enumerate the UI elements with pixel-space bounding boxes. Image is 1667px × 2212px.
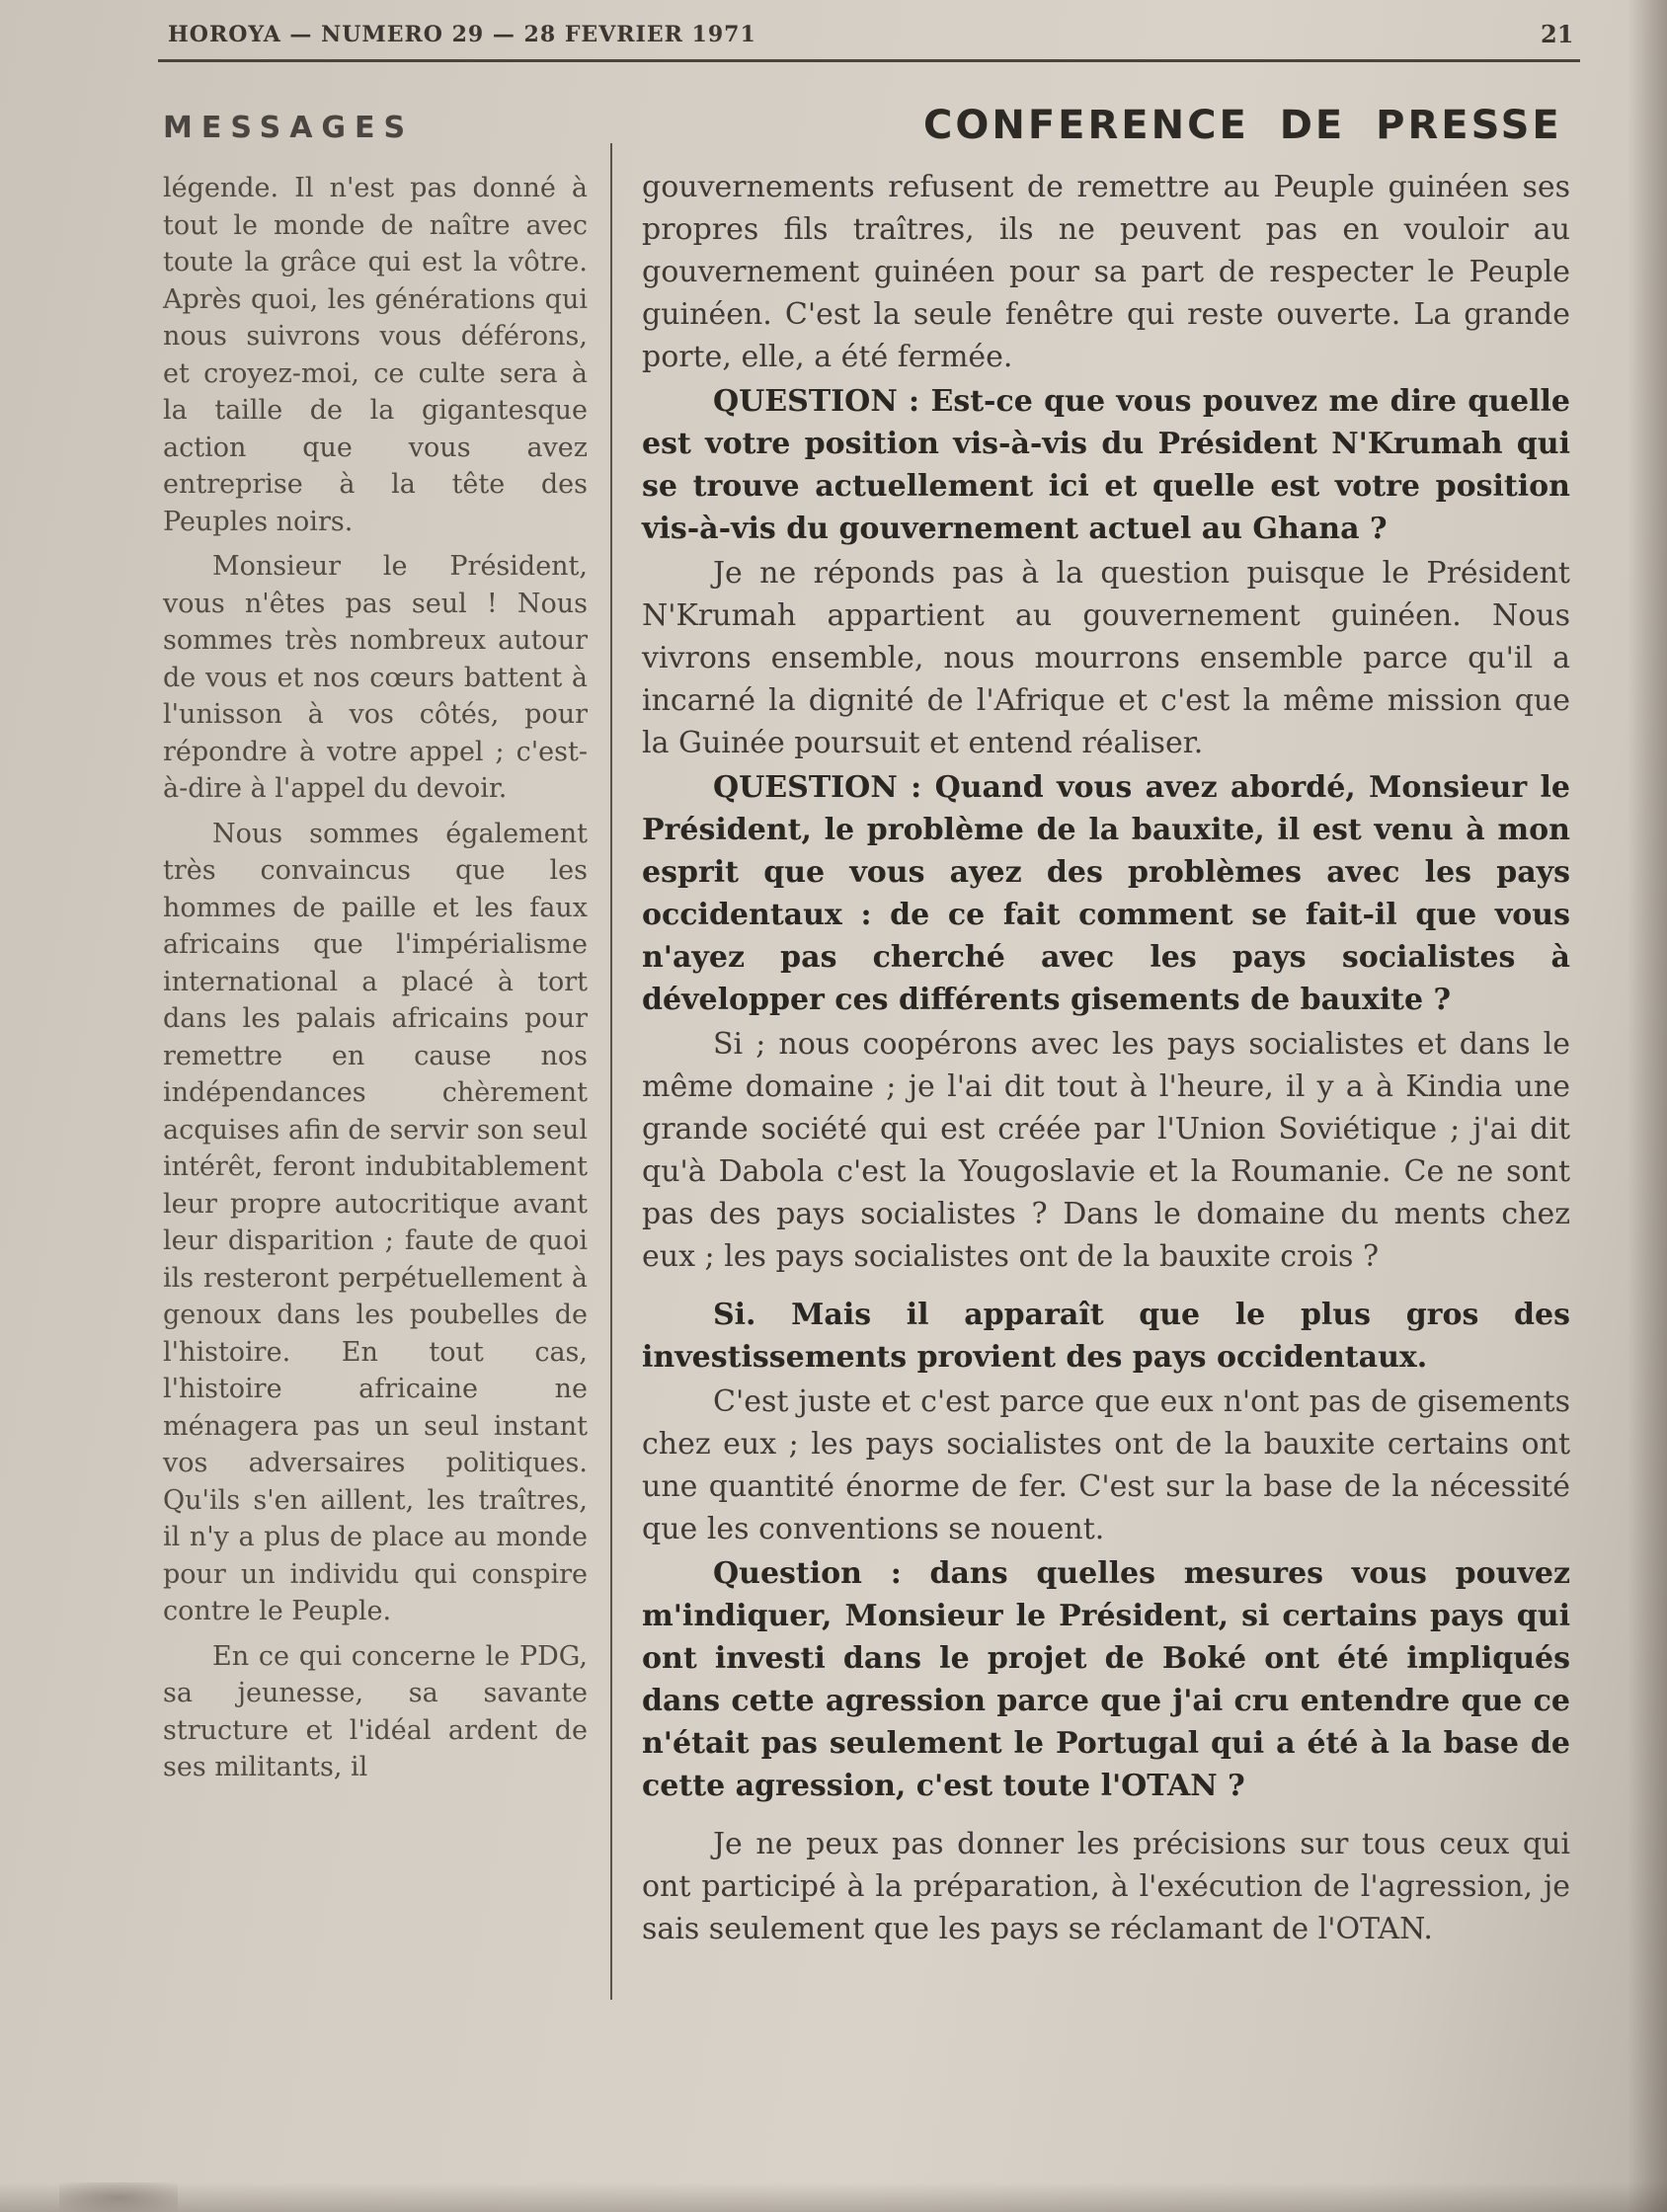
- messages-paragraph: En ce qui concerne le PDG, sa jeunesse, sa savante structure et l'idéal ardent de ses militants, il: [163, 1640, 588, 1782]
- question-paragraph: QUESTION : Est-ce que vous pouvez me dire quelle est votre position vis-à-vis du Président N'Krumah qui se trouve actuellement ici et quelle est votre position vis-à-vis du gouvernement actuel au Ghana ?: [642, 384, 1570, 546]
- press-conference-column: [642, 166, 1570, 1950]
- messages-column: [163, 170, 588, 1786]
- messages-paragraph: Monsieur le Président, vous n'êtes pas seul ! Nous sommes très nombreux autour de vous et nos cœurs battent à l'unisson à vos côtés, pour répondre à votre appel ; c'est-à-dire à l'appel du devoir.: [163, 551, 588, 804]
- answer-paragraph: Je ne peux pas donner les précisions sur tous ceux qui ont participé à la préparation, à l'exécution de l'agression, je sais seulement que les pays se réclamant de l'OTAN.: [642, 1827, 1570, 1946]
- page-number: 21: [1541, 20, 1574, 48]
- conference-heading: CONFERENCE DE PRESSE: [923, 103, 1562, 148]
- column-divider: [610, 143, 612, 2000]
- messages-paragraph: légende. Il n'est pas donné à tout le monde de naître avec toute la grâce qui est la vôtre. Après quoi, les générations qui nous suivrons vous déférons, et croyez-moi, ce culte sera à la taille de la gigantesque action que vous avez entreprise à la tête des Peuples noirs.: [163, 173, 588, 537]
- messages-heading: MESSAGES: [163, 111, 415, 145]
- messages-paragraph: Nous sommes également très convaincus que les hommes de paille et les faux africains que l'impérialisme international a placé à tort dans les palais africains pour remettre en cause nos indépendances chèrement acquises afin de servir son seul intérêt, feront indubitablement leur propre autocritique avant leur disparition ; faute de quoi ils resteront perpétuellement à genoux dans les poubelles de l'histoire. En tout cas, l'histoire africaine ne ménagera pas un seul instant vos adversaires politiques. Qu'ils s'en aillent, les traîtres, il n'y a plus de place au monde pour un individu qui conspire contre le Peuple.: [163, 818, 588, 1626]
- page-stain: [59, 2182, 178, 2212]
- page-bottom-edge: [0, 2182, 1667, 2212]
- answer-paragraph: C'est juste et c'est parce que eux n'ont pas de gisements chez eux ; les pays socialistes ont de la bauxite certains ont une quantité énorme de fer. C'est sur la base de la nécessité que les conventions se nouent.: [642, 1384, 1570, 1546]
- question-paragraph: QUESTION : Quand vous avez abordé, Monsieur le Président, le problème de la bauxite, il est venu à mon esprit que vous ayez des problèmes avec les pays occidentaux : de ce fait comment se fait-il que vous n'ayez pas cherché avec les pays socialistes à développer ces différents gisements de bauxite ?: [642, 770, 1570, 1017]
- page-edge-shadow: [1627, 0, 1667, 2212]
- header-rule: [158, 59, 1580, 62]
- question-paragraph: Question : dans quelles mesures vous pouvez m'indiquer, Monsieur le Président, si certains pays qui ont investi dans le projet de Boké ont été impliqués dans cette agression parce que j'ai cru entendre que ce n'était pas seulement le Portugal qui a été à la base de cette agression, c'est toute l'OTAN ?: [642, 1556, 1570, 1803]
- question-paragraph: Si. Mais il apparaît que le plus gros des investissements provient des pays occidentaux.: [642, 1298, 1570, 1375]
- answer-paragraph: gouvernements refusent de remettre au Peuple guinéen ses propres fils traîtres, ils ne peuvent pas en vouloir au gouvernement guinéen pour sa part de respecter le Peuple guinéen. C'est la seule fenêtre qui reste ouverte. La grande porte, elle, a été fermée.: [642, 170, 1570, 374]
- answer-paragraph: Si ; nous coopérons avec les pays socialistes et dans le même domaine ; je l'ai dit tout à l'heure, il y a à Kindia une grande société qui est créée par l'Union Soviétique ; j'ai dit qu'à Dabola c'est la Yougoslavie et la Roumanie. Ce ne sont pas des pays socialistes ? Dans le domaine du ments chez eux ; les pays socialistes ont de la bauxite crois ?: [642, 1027, 1570, 1274]
- running-head: HOROYA — NUMERO 29 — 28 FEVRIER 1971: [168, 22, 756, 47]
- answer-paragraph: Je ne réponds pas à la question puisque le Président N'Krumah appartient au gouvernement guinéen. Nous vivrons ensemble, nous mourrons ensemble parce qu'il a incarné la dignité de l'Afrique et c'est la même mission que la Guinée poursuit et entend réaliser.: [642, 556, 1570, 760]
